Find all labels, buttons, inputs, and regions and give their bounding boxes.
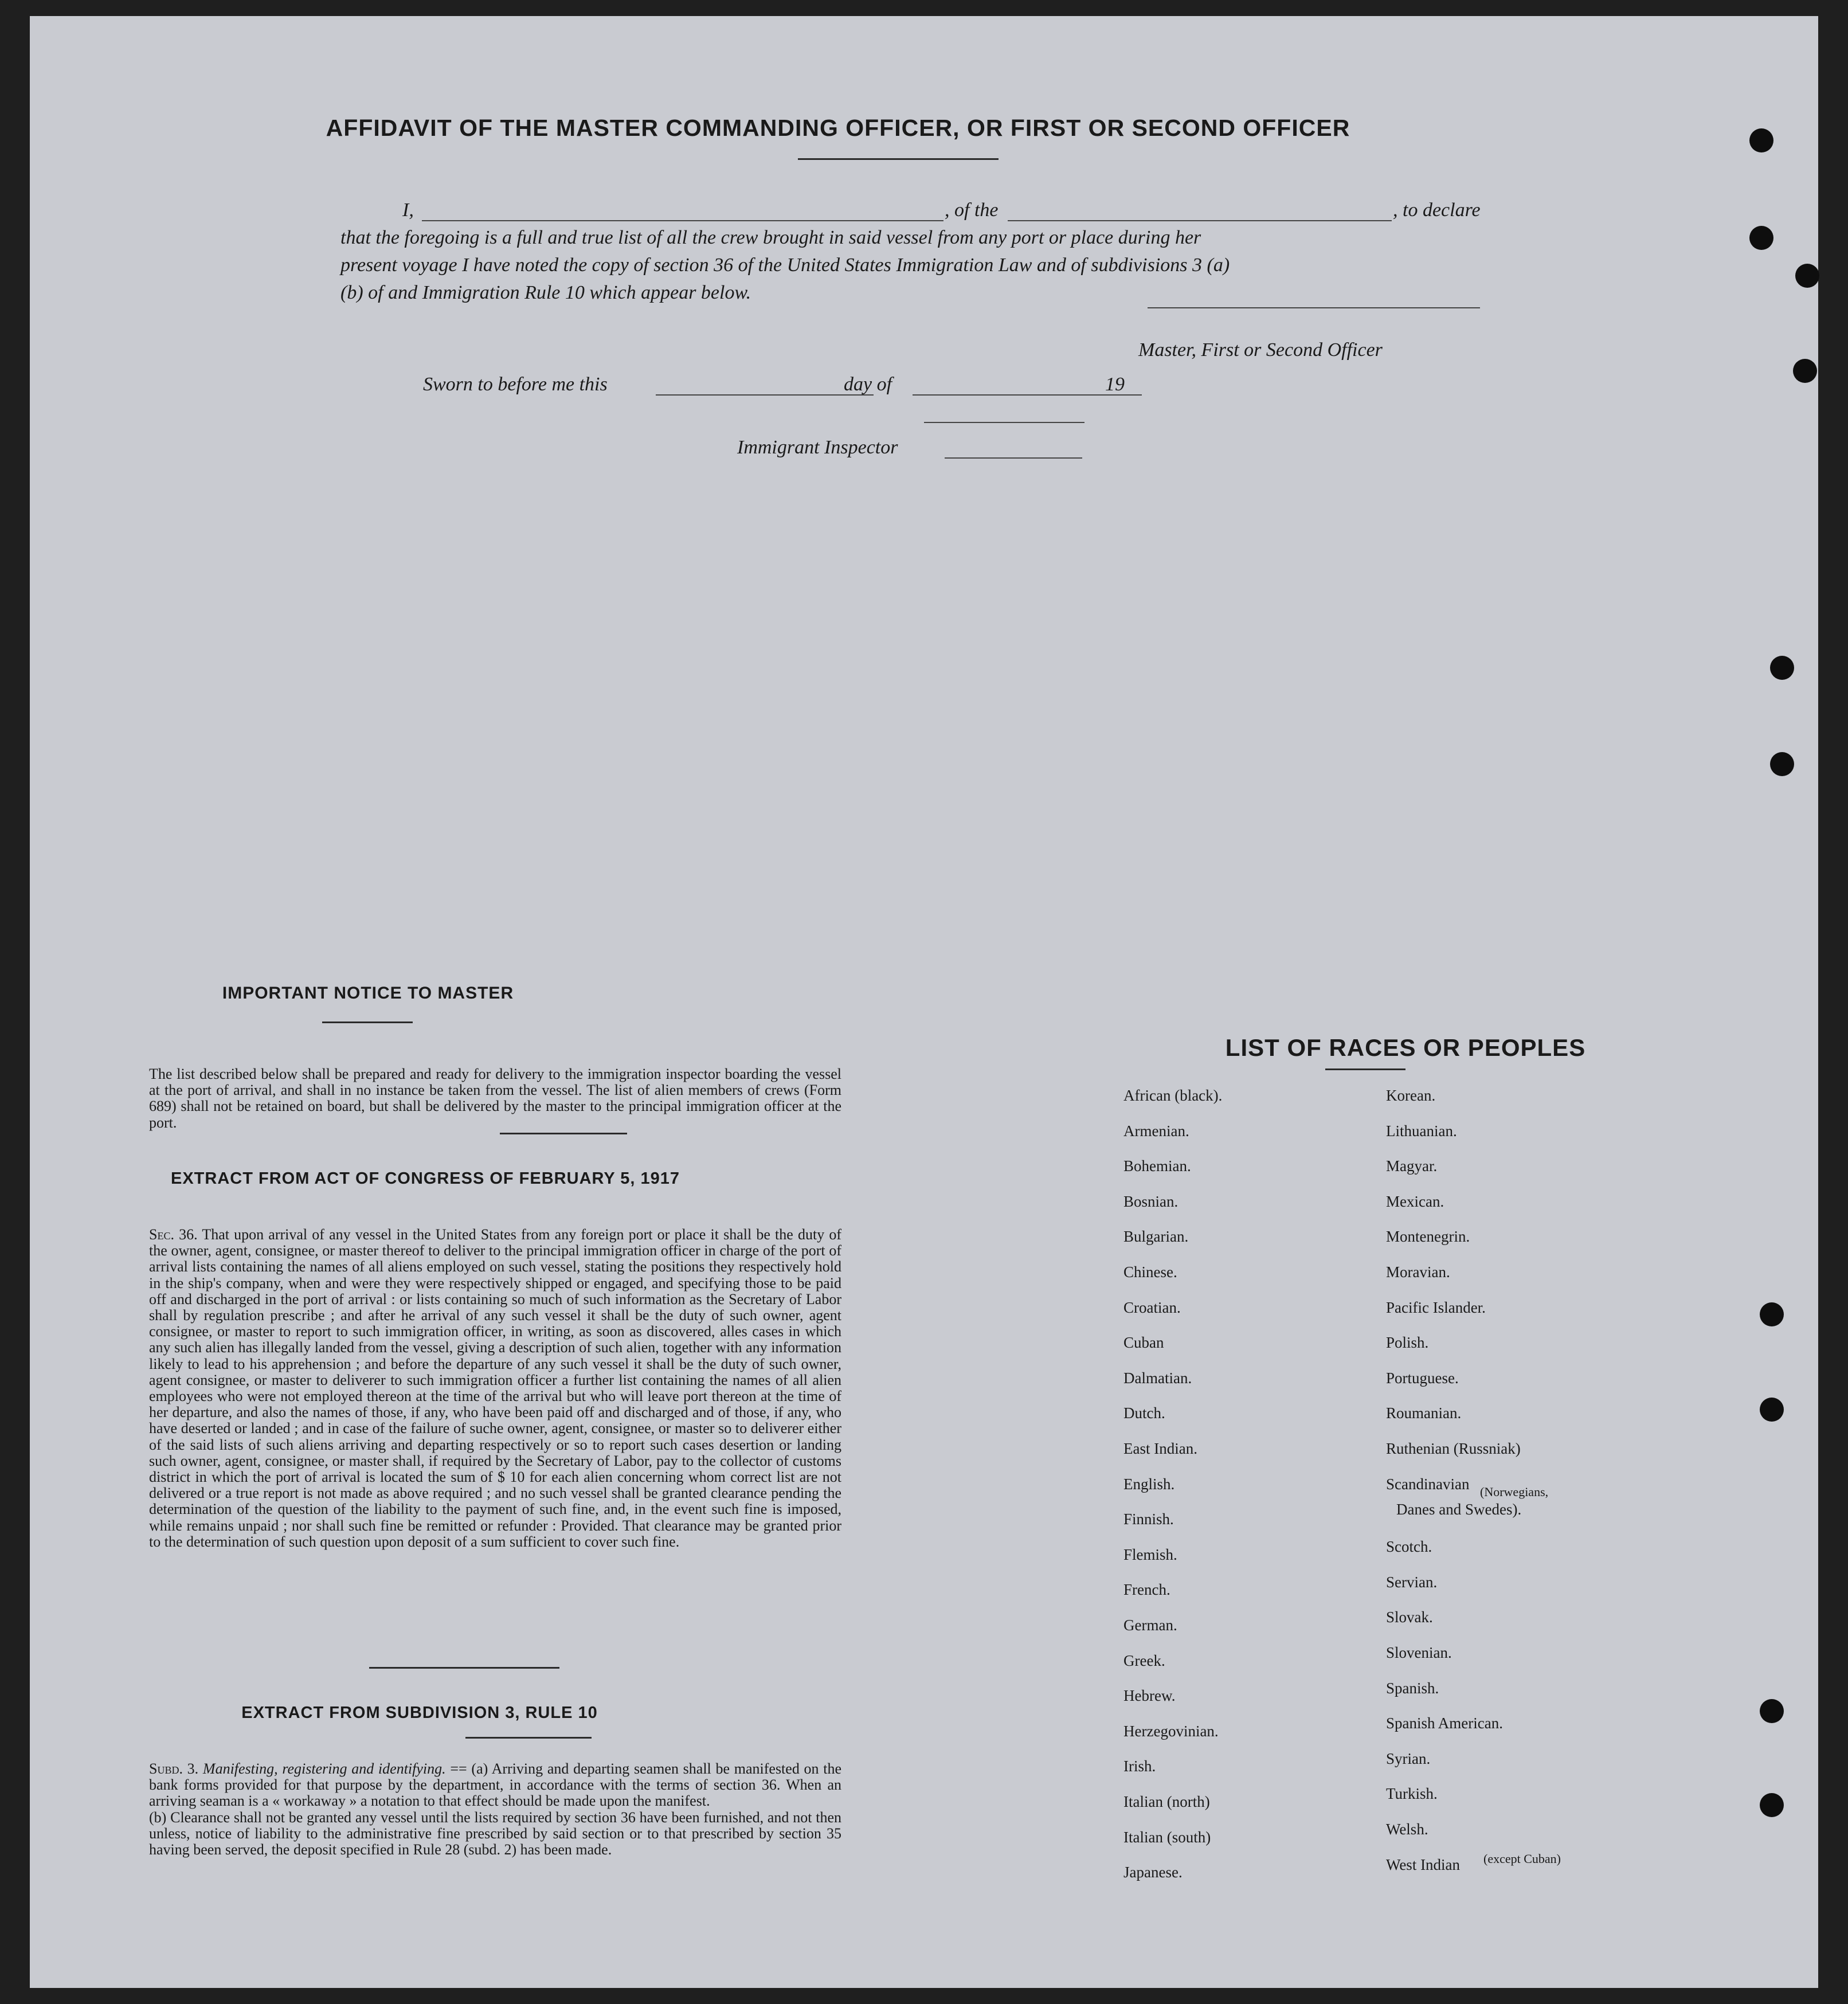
- race-col1-item: African (black).: [1123, 1087, 1223, 1104]
- race-col1-item: Japanese.: [1123, 1864, 1183, 1881]
- inspector-label: Immigrant Inspector: [737, 437, 898, 458]
- divider: [369, 1667, 559, 1669]
- affidavit-line-2: that the foregoing is a full and true list of all the crew brought in said vessel from any port or place during her: [340, 227, 1201, 248]
- race-col1-item: East Indian.: [1123, 1440, 1197, 1457]
- affidavit-i: I,: [402, 199, 414, 221]
- punch-hole: [1749, 128, 1773, 152]
- race-col2-item: Lithuanian.: [1386, 1122, 1457, 1140]
- race-col1-item: Hebrew.: [1123, 1687, 1176, 1705]
- divider: [500, 1133, 627, 1134]
- race-col2-item: Polish.: [1386, 1334, 1429, 1352]
- race-col2-item: Spanish.: [1386, 1679, 1439, 1697]
- subdivision-text: [149, 1761, 841, 1858]
- section-36-text: [149, 1227, 841, 1550]
- race-col2-item: Turkish.: [1386, 1785, 1438, 1803]
- notice-underline: [322, 1021, 413, 1023]
- race-col2-item: Mexican.: [1386, 1192, 1444, 1210]
- west-indian-note: (except Cuban): [1483, 1852, 1561, 1866]
- affidavit-line-4: (b) of and Immigration Rule 10 which appear below.: [340, 282, 751, 303]
- race-col1-item: Bohemian.: [1123, 1157, 1191, 1175]
- affidavit-line-3: present voyage I have noted the copy of section 36 of the United States Immigration Law and of subdivisions 3 (a): [340, 255, 1230, 276]
- punch-hole: [1760, 1699, 1784, 1723]
- affidavit-title: AFFIDAVIT OF THE MASTER COMMANDING OFFICER, OR FIRST OR SECOND OFFICER: [326, 115, 1350, 141]
- race-col1-item: Bulgarian.: [1123, 1228, 1189, 1246]
- race-col2-item: Moravian.: [1386, 1263, 1450, 1281]
- race-col1-item: Armenian.: [1123, 1122, 1189, 1140]
- vessel-blank[interactable]: [1008, 220, 1392, 221]
- punch-hole: [1760, 1398, 1784, 1422]
- race-col1-item: Cuban: [1123, 1334, 1164, 1352]
- punch-hole: [1795, 264, 1819, 288]
- race-col1-item: Greek.: [1123, 1651, 1165, 1669]
- race-col2-item: Servian.: [1386, 1573, 1438, 1591]
- race-col1-item: Chinese.: [1123, 1263, 1177, 1281]
- inspector-signature-blank[interactable]: [924, 422, 1084, 423]
- subdivision-label: Subd. 3.: [149, 1760, 199, 1777]
- race-col1-item: Flemish.: [1123, 1545, 1177, 1563]
- race-col2-item: Welsh.: [1386, 1821, 1428, 1838]
- subdivision-body-a: == (a) Arriving and departing seamen shall be manifested on the bank forms provided for that purpose by the department, in accordance with the terms of section 36. When an arriving seaman is a « workaway » a notation to that effect should be made upon the manifest.: [149, 1760, 842, 1810]
- races-title: LIST OF RACES OR PEOPLES: [1225, 1034, 1586, 1061]
- race-col2-item: Pacific Islander.: [1386, 1298, 1486, 1316]
- notice-title: IMPORTANT NOTICE TO MASTER: [222, 984, 514, 1003]
- notice-body: The list described below shall be prepared and ready for delivery to the immigration inspector boarding the vessel at the port of arrival, and shall in no instance be taken from the vessel. The list of alien members of crews (Form 689) shall not be retained on board, but shall be delivered by the master to the principal immigration officer at the port.: [149, 1066, 841, 1131]
- race-col2-item: Slovak.: [1386, 1608, 1433, 1626]
- race-col2-item: Scandinavian: [1386, 1475, 1470, 1493]
- master-label: Master, First or Second Officer: [1138, 339, 1383, 361]
- document-page: [30, 16, 1818, 1988]
- master-signature-blank[interactable]: [1148, 307, 1480, 308]
- punch-hole: [1760, 1793, 1784, 1817]
- race-col2-item: Magyar.: [1386, 1157, 1438, 1175]
- punch-hole: [1760, 1302, 1784, 1326]
- title-underline: [798, 158, 999, 160]
- punch-hole: [1770, 656, 1794, 680]
- scandinavian-note: (Norwegians,: [1480, 1485, 1549, 1499]
- race-col1-item: Croatian.: [1123, 1298, 1181, 1316]
- race-col2-item: Slovenian.: [1386, 1644, 1452, 1661]
- race-col1-item: Irish.: [1123, 1758, 1156, 1775]
- year-label: 19: [1105, 374, 1125, 395]
- punch-hole: [1770, 752, 1794, 776]
- subdivision-title: EXTRACT FROM SUBDIVISION 3, RULE 10: [241, 1704, 598, 1722]
- race-col2-item: Ruthenian (Russniak): [1386, 1440, 1521, 1457]
- punch-hole: [1749, 226, 1773, 250]
- sworn-label: Sworn to before me this: [423, 374, 608, 395]
- affidavit-to-declare: , to declare: [1393, 199, 1481, 221]
- race-col1-item: Italian (north): [1123, 1793, 1210, 1810]
- race-col1-item: German.: [1123, 1616, 1177, 1634]
- race-col2-item: Montenegrin.: [1386, 1228, 1470, 1246]
- race-col1-item: Herzegovinian.: [1123, 1722, 1219, 1740]
- race-col2-item: Syrian.: [1386, 1749, 1431, 1767]
- subdivision-underline: [465, 1737, 592, 1739]
- name-blank[interactable]: [422, 220, 943, 221]
- race-col1-item: English.: [1123, 1475, 1175, 1493]
- race-col2-item: Scotch.: [1386, 1538, 1432, 1556]
- race-col1-item: French.: [1123, 1581, 1170, 1599]
- subdivision-italic: Manifesting, registering and identifying.: [202, 1760, 446, 1777]
- race-col1-item: Bosnian.: [1123, 1192, 1179, 1210]
- races-underline: [1325, 1068, 1405, 1070]
- act-title: EXTRACT FROM ACT OF CONGRESS OF FEBRUARY 5, 1917: [170, 1169, 680, 1188]
- inspector-blank-2[interactable]: [945, 457, 1082, 459]
- race-col1-item: Dutch.: [1123, 1404, 1165, 1422]
- day-of-label: day of: [844, 374, 892, 395]
- punch-hole: [1793, 359, 1817, 383]
- race-col2-item: Korean.: [1386, 1087, 1436, 1104]
- race-col1-item: Italian (south): [1123, 1828, 1211, 1846]
- affidavit-of-the: , of the: [945, 199, 999, 221]
- race-col1-item: Dalmatian.: [1123, 1369, 1192, 1387]
- race-col1-item: Finnish.: [1123, 1510, 1174, 1528]
- race-col2-item: Portuguese.: [1386, 1369, 1459, 1387]
- race-col2-item: Roumanian.: [1386, 1404, 1462, 1422]
- section-label: Sec. 36.: [149, 1226, 198, 1243]
- sworn-day-blank[interactable]: [656, 394, 874, 396]
- section-36-body: That upon arrival of any vessel in the United States from any foreign port or place it shall be the duty of the owner, agent, consignee, or master thereof to deliver to the principal immigration officer in charge of the port of arrival lists containing the names of all aliens employed on such vessel, stating the positions they respectively hold in the ship's company, when and were they were respectively shipped or engaged, and specifying those to be paid off and discharged in the port of arrival : or lists containing so much of such information as the Secretary of Labor shall by regulation prescribe ; and after he arrival of any such vessel it shall be the duty of such owner, agent consignee, or master to report to such immigration officer, in writing, as soon as discovered, alles cases in which any such alien has illegally landed from the vessel, giving a description of such alien, together with any information likely to lead to his apprehension ; and before the departure of any such vessel it shall be the duty of such owner, agent consignee, or master to deliverer to such immigration officer a further list containing the names of all alien employees who were not employed thereon at the time of the arrival but who will leave port thereon at the time of her departure, and also the names of those, if any, who have been paid off and discharged and of those, if any, who have deserted or landed ; and in case of the failure of suche owner, agent, consignee, or master so to deliverer either of the said lists of such aliens arriving and departing respectively or so to report such cases desertion or landing such owner, agent, consignee, or master shall, if required by the Secretary of Labor, pay to the collector of customs district in which the port of arrival is located the sum of $ 10 for each alien concerning whom correct list are not delivered or a true report is not made as above required ; and no such vessel shall be granted clearance pending the determination of the question of the liability to the payment of such fine, and, in the event such fine is imposed, while remains unpaid ; nor shall such fine be remitted or refunder : Provided. That clearance may be granted prior to the determination of such question upon deposit of a sum sufficient to cover such fine.: [149, 1226, 842, 1550]
- race-col2-item: Spanish American.: [1386, 1715, 1503, 1732]
- race-col2-item: West Indian: [1386, 1856, 1461, 1873]
- subdivision-body-b: (b) Clearance shall not be granted any vessel until the lists required by section 36 have been furnished, and not then unless, notice of liability to the administrative fine prescribed by said section or to that prescribed by section 35 having been served, the deposit specified in Rule 28 (subd. 2) has been made.: [149, 1809, 841, 1858]
- scandinavian-note-2: Danes and Swedes).: [1396, 1501, 1522, 1518]
